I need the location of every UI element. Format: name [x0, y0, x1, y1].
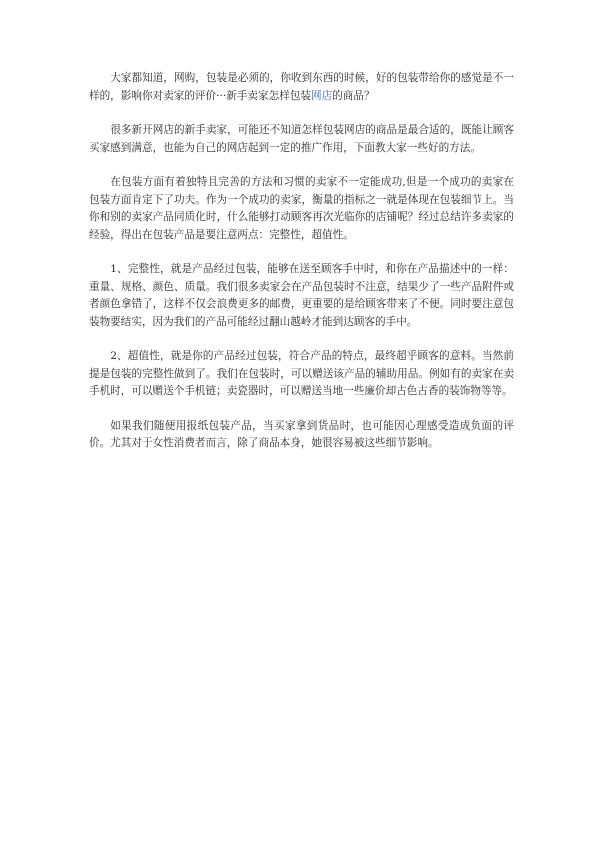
article-body	[89, 70, 514, 470]
paragraph-intro	[89, 70, 514, 105]
paragraph-packaging-methods: 在包装方面有着独特且完善的方法和习惯的卖家不一定能成功,但是一个成功的卖家在包装方面肯定下了功夫。作为一个成功的卖家，衡量的指标之一就是体现在包装细节上。当你和别的卖家产品同质化时，什么能够打动顾客再次光临你的店铺呢？经过总结许多卖家的经验，得出在包装产品是要注意两点：完整性，超值性。	[89, 176, 514, 241]
paragraph-completeness: 1、完整性，就是产品经过包装，能够在送至顾客手中时，和你在产品描述中的一样：重量、规格、颜色、质量。我们很多卖家会在产品包装时不注意，结果少了一些产品附件或者颜色拿错了，这样不仅会浪费更多的邮费，更重要的是给顾客带来了不便。同时要注意包装物要结实，因为我们的产品可能经过翻山越岭才能到达顾客的手中。	[89, 263, 514, 328]
paragraph-conclusion: 如果我们随便用报纸包装产品，当买家拿到货品时，也可能因心理感受造成负面的评价。尤其对于女性消费者而言，除了商品本身，她很容易被这些细节影响。	[89, 419, 514, 449]
intro-text-end: 的商品？	[332, 89, 375, 102]
paragraph-new-sellers: 很多新开网店的新手卖家，可能还不知道怎样包装网店的商品是最合适的，既能让顾客买家感到满意，也能为自己的网店起到一定的推广作用，下面教大家一些好的方法。	[89, 124, 514, 154]
shop-link[interactable]: 网店	[310, 89, 333, 102]
intro-text: 大家都知道，网购，包装是必须的，你收到东西的时候，好的包装带给你的感觉是不一样的，影响你对卖家的评价···新手卖家怎样包装	[89, 72, 514, 102]
paragraph-added-value: 2、超值性，就是你的产品经过包装，符合产品的特点，最终超乎顾客的意料。当然前提是包装的完整性做到了。我们在包装时，可以赠送该产品的辅助用品。例如有的卖家在卖手机时，可以赠送个手机链；卖瓷器时，可以赠送当地一些廉价却古色古香的装饰物等等。	[89, 350, 514, 397]
